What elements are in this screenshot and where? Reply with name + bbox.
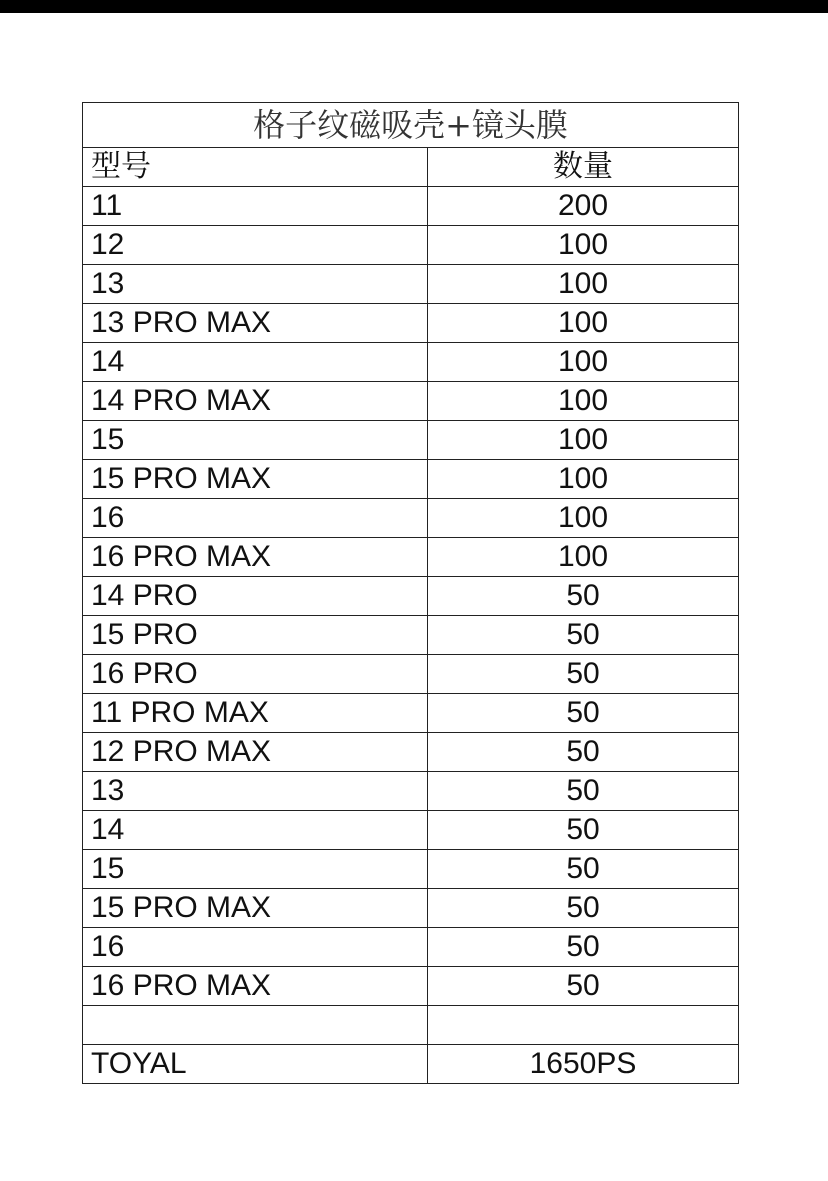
table-row bbox=[83, 967, 739, 1006]
table-row bbox=[83, 616, 739, 655]
table-row bbox=[83, 928, 739, 967]
quantity-cell: 100 bbox=[428, 460, 739, 499]
quantity-cell: 100 bbox=[428, 499, 739, 538]
total-label: TOYAL bbox=[83, 1045, 428, 1084]
header-row bbox=[83, 148, 739, 187]
quantity-cell: 100 bbox=[428, 304, 739, 343]
quantity-cell: 50 bbox=[428, 577, 739, 616]
table-row bbox=[83, 694, 739, 733]
model-cell: 13 bbox=[83, 772, 428, 811]
table-row bbox=[83, 811, 739, 850]
title-row bbox=[83, 103, 739, 148]
quantity-cell: 50 bbox=[428, 694, 739, 733]
table-row bbox=[83, 850, 739, 889]
model-cell: 14 bbox=[83, 811, 428, 850]
table-row bbox=[83, 538, 739, 577]
quantity-cell: 50 bbox=[428, 811, 739, 850]
table-row bbox=[83, 187, 739, 226]
quantity-cell: 50 bbox=[428, 928, 739, 967]
column-header-model: 型号 bbox=[83, 148, 428, 187]
model-cell: 14 PRO MAX bbox=[83, 382, 428, 421]
table-row bbox=[83, 343, 739, 382]
total-value: 1650PS bbox=[428, 1045, 739, 1084]
quantity-table bbox=[82, 102, 739, 1084]
quantity-cell: 100 bbox=[428, 343, 739, 382]
quantity-cell: 50 bbox=[428, 772, 739, 811]
quantity-cell: 200 bbox=[428, 187, 739, 226]
table-row bbox=[83, 460, 739, 499]
table-row bbox=[83, 655, 739, 694]
table-row bbox=[83, 733, 739, 772]
model-cell: 16 PRO MAX bbox=[83, 538, 428, 577]
model-cell: 12 PRO MAX bbox=[83, 733, 428, 772]
column-header-quantity: 数量 bbox=[428, 148, 739, 187]
table-body bbox=[83, 103, 739, 1084]
quantity-cell: 50 bbox=[428, 733, 739, 772]
table-row bbox=[83, 265, 739, 304]
table-row bbox=[83, 889, 739, 928]
model-cell: 16 PRO MAX bbox=[83, 967, 428, 1006]
model-cell: 15 bbox=[83, 850, 428, 889]
model-cell: 16 PRO bbox=[83, 655, 428, 694]
quantity-cell: 100 bbox=[428, 226, 739, 265]
table-row bbox=[83, 577, 739, 616]
quantity-cell: 50 bbox=[428, 616, 739, 655]
quantity-cell: 50 bbox=[428, 655, 739, 694]
quantity-cell: 50 bbox=[428, 967, 739, 1006]
model-cell: 13 PRO MAX bbox=[83, 304, 428, 343]
model-cell: 12 bbox=[83, 226, 428, 265]
model-cell: 15 PRO MAX bbox=[83, 889, 428, 928]
table-row bbox=[83, 772, 739, 811]
table-row bbox=[83, 382, 739, 421]
model-cell: 15 PRO bbox=[83, 616, 428, 655]
table-title: 格子纹磁吸壳+镜头膜 bbox=[83, 103, 739, 148]
quantity-cell: 100 bbox=[428, 382, 739, 421]
total-row bbox=[83, 1045, 739, 1084]
quantity-cell: 50 bbox=[428, 850, 739, 889]
model-cell: 14 bbox=[83, 343, 428, 382]
quantity-cell: 50 bbox=[428, 889, 739, 928]
model-cell: 16 bbox=[83, 499, 428, 538]
table-row bbox=[83, 421, 739, 460]
quantity-cell: 100 bbox=[428, 538, 739, 577]
table-row bbox=[83, 304, 739, 343]
model-cell: 11 bbox=[83, 187, 428, 226]
quantity-cell: 100 bbox=[428, 265, 739, 304]
empty-row bbox=[83, 1006, 739, 1045]
model-cell: 15 PRO MAX bbox=[83, 460, 428, 499]
model-cell: 15 bbox=[83, 421, 428, 460]
model-cell: 16 bbox=[83, 928, 428, 967]
quantity-cell bbox=[428, 1006, 739, 1045]
table-row bbox=[83, 499, 739, 538]
model-cell: 14 PRO bbox=[83, 577, 428, 616]
top-status-bar bbox=[0, 0, 828, 13]
table-row bbox=[83, 226, 739, 265]
model-cell: 11 PRO MAX bbox=[83, 694, 428, 733]
model-cell bbox=[83, 1006, 428, 1045]
quantity-cell: 100 bbox=[428, 421, 739, 460]
model-cell: 13 bbox=[83, 265, 428, 304]
